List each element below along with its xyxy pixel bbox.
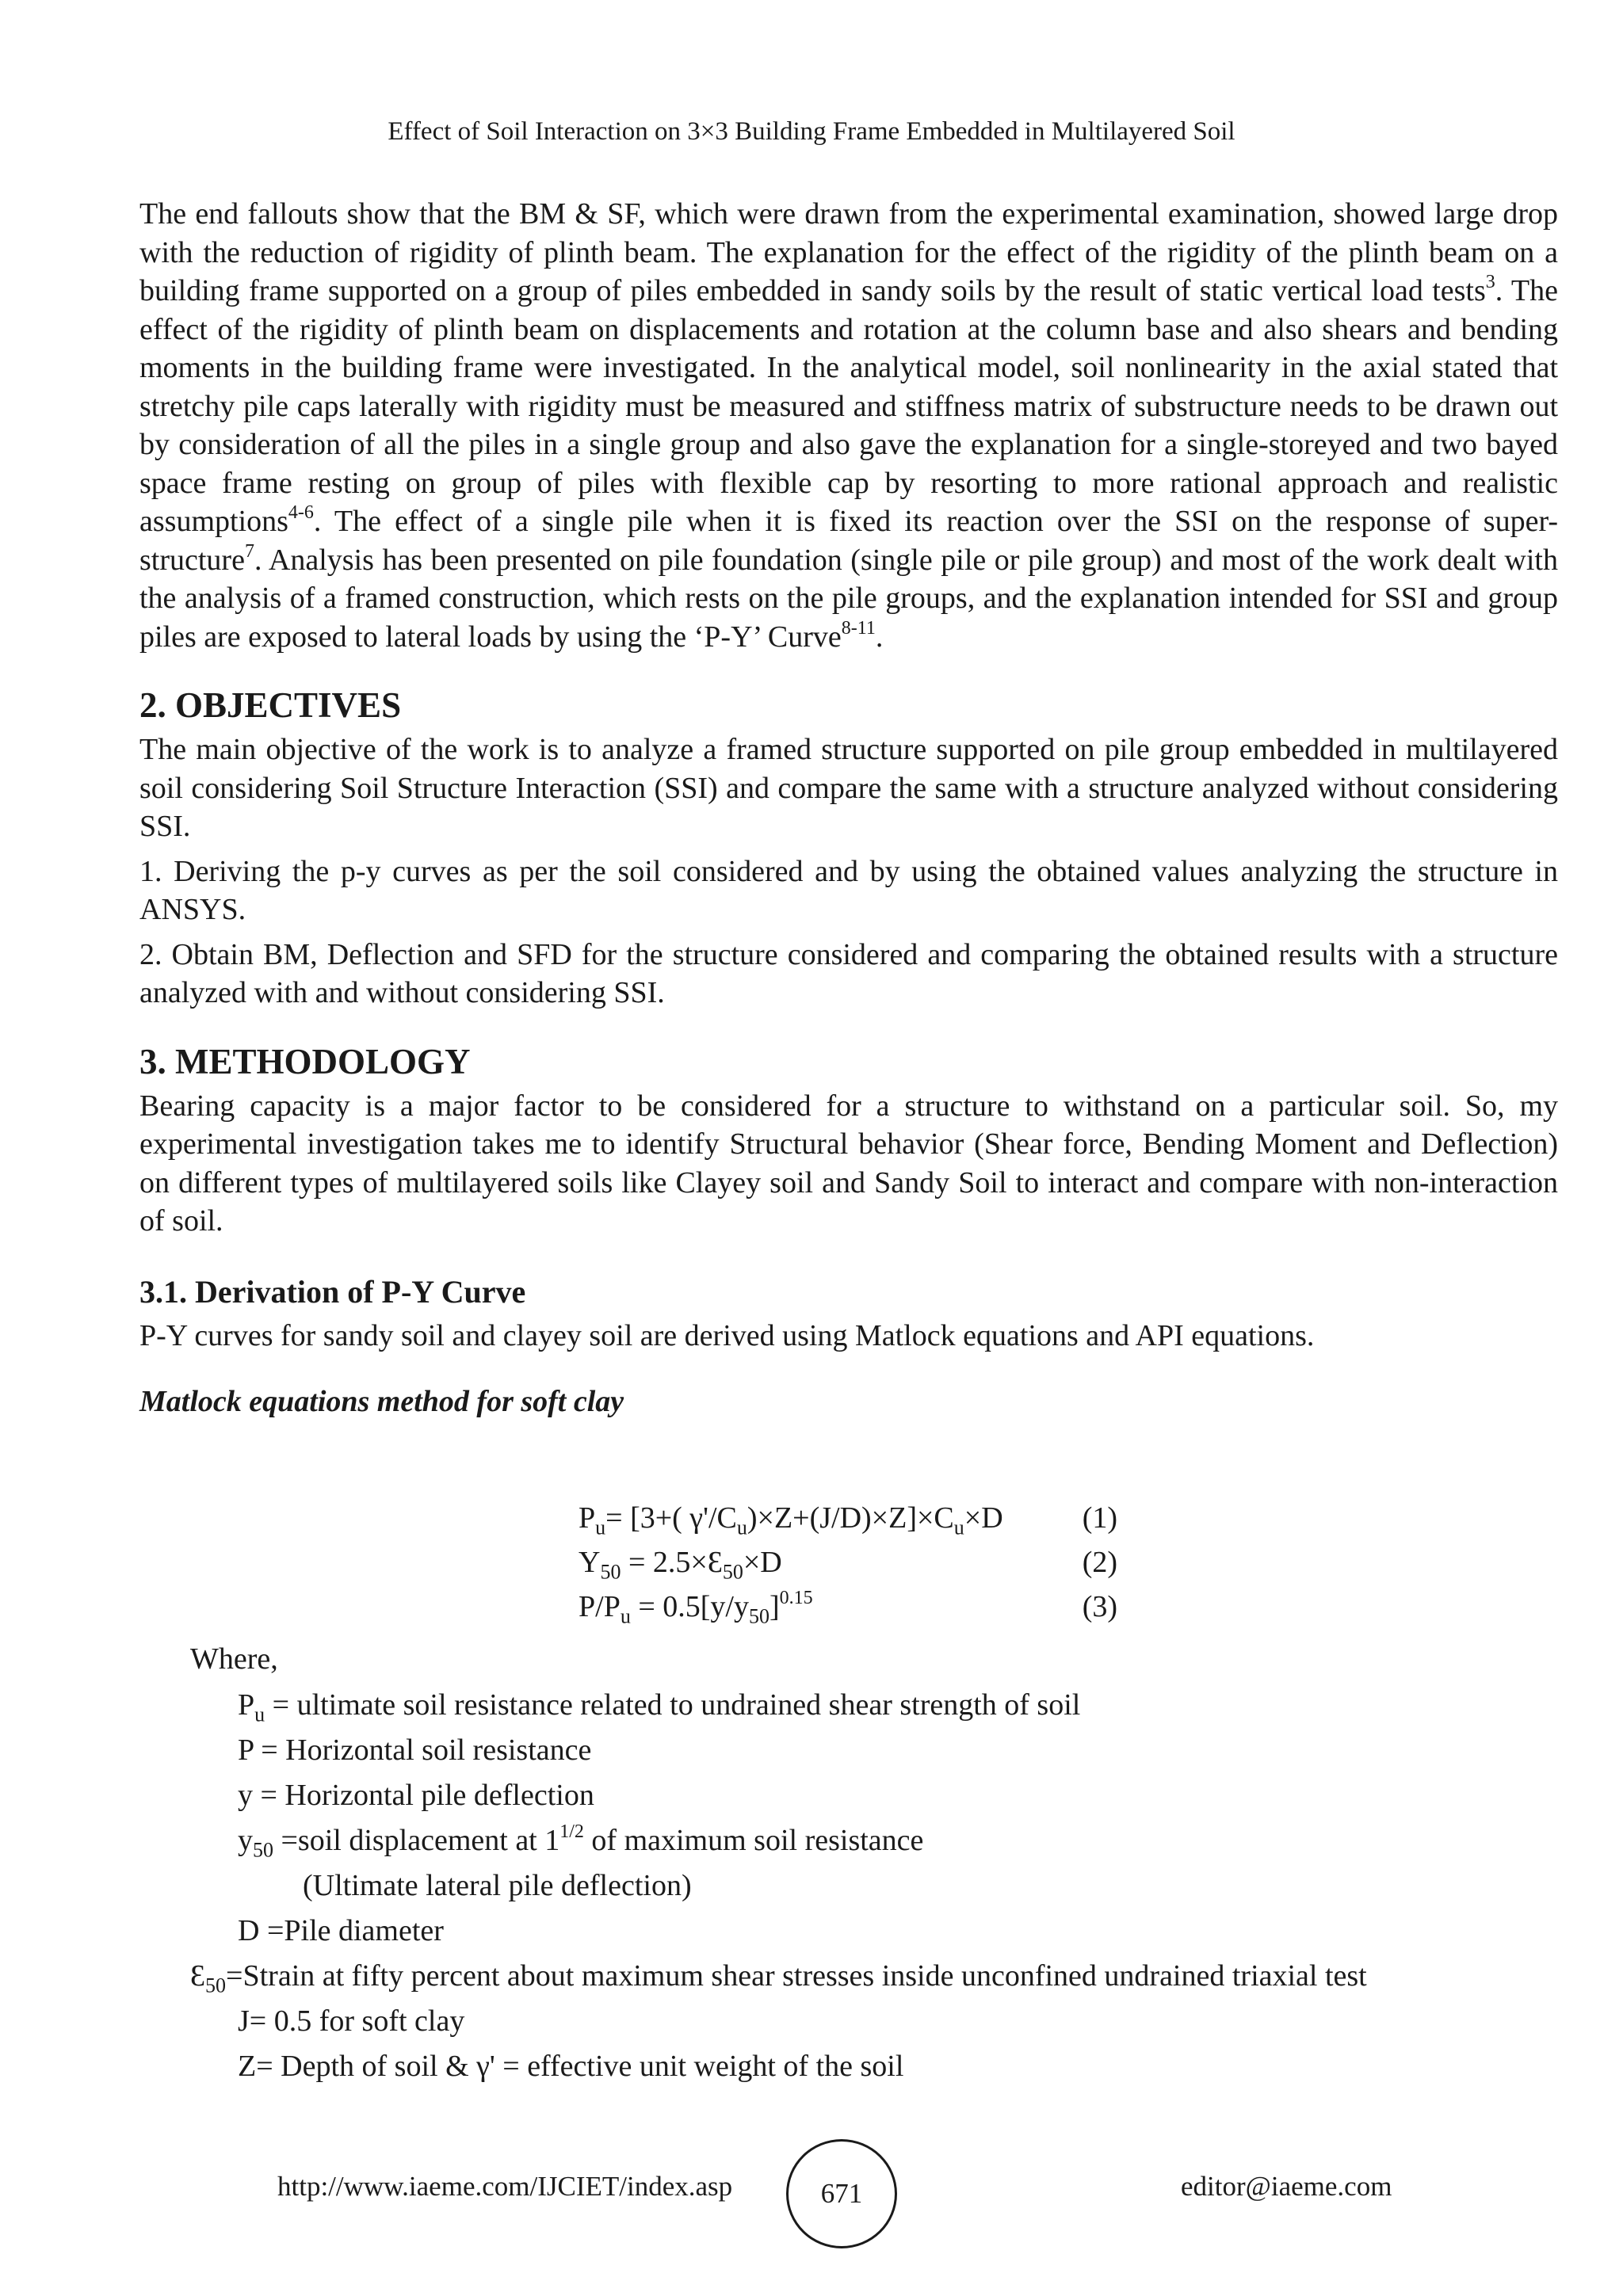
citation-ref: 7 [244,540,254,562]
methodology-paragraph: Bearing capacity is a major factor to be considered for a structure to withstand on a particular soil. So, my experimental investigation takes me to identify Structural behavior (Shear force, Bending Moment and Deflection) on different types of multilayered soils like Clayey soil and Sandy Soil to interact and compare with non-interaction of soil. [139,1089,1558,1238]
objective-item-1: 1. Deriving the p-y curves as per the soil considered and by using the obtained values analyzing the structure in ANSYS. [139,854,1558,926]
matlock-subheading: Matlock equations method for soft clay [139,1385,624,1418]
citation-ref: 8-11 [841,617,876,639]
intro-text-b: . The effect of the rigidity of plinth beam on displacements and rotation at the column base and also shears and bending moments in the building frame were investigated. In the analytical model, soil nonlinearity in the axial stated that stretchy pile caps laterally with rigidity must be measured and stiffness matrix of substructure needs to be drawn out by consideration of all the piles in a single group and also gave the explanation for a single-storeyed and two bayed space frame resting on group of piles with flexible cap by resorting to more rational approach and realistic assumptions [139,274,1558,538]
equation-block [579,1496,1117,1629]
section-heading-objectives: 2. OBJECTIVES [139,685,402,725]
equation-number: (1) [1082,1501,1117,1535]
definition-y50-note: (Ultimate lateral pile deflection) [303,1869,692,1902]
intro-paragraph [139,195,1558,656]
running-header: Effect of Soil Interaction on 3×3 Building Frame Embedded in Multilayered Soil [388,117,1235,146]
definition-pu: $P_u$ = ultimate soil resistance related to undrained shear strength of soil [238,1688,1081,1726]
citation-ref: 3 [1485,272,1495,293]
section-heading-methodology: 3. METHODOLOGY [139,1041,471,1081]
intro-text-d: . Analysis has been presented on pile foundation (single pile or pile group) and most of the work dealt with the analysis of a framed construction, which rests on the pile groups, and the explanation intended for SSI and group piles are exposed to lateral loads by using the ‘P-Y’ Curve [139,543,1558,654]
definition-y: y = Horizontal pile deflection [238,1779,594,1812]
objective-item-2: 2. Obtain BM, Deflection and SFD for the structure considered and comparing the obtained results with a structure analyzed with and without considering SSI. [139,937,1558,1009]
body-content [139,195,1558,1421]
where-label: Where, [190,1642,278,1676]
equation-number: (2) [1082,1546,1117,1579]
subsection-heading-derivation: 3.1. Derivation of P-Y Curve [139,1273,526,1310]
equation-2: $Y_{50}$ = $2.5\times Ɛ_{50}\times D$ (2) [579,1540,1117,1585]
equation-1: $P_u= [3+$( $\gamma'/C_u)\times Z+(J/D)\times Z]\times C_u\times D$ (1) [579,1496,1117,1540]
equation-number: (3) [1082,1590,1117,1623]
objectives-paragraph: The main objective of the work is to analyze a framed structure supported on pile group embedded in multilayered soil considering Soil Structure Interaction (SSI) and compare the same with a structure analyzed without considering SSI. [139,733,1558,843]
intro-text-c: . The effect of a single pile when it is fixed its reaction over the SSI on the response of super-structure [139,505,1558,577]
derivation-paragraph: P-Y curves for sandy soil and clayey soil are derived using Matlock equations and API equations. [139,1318,1315,1352]
definition-p: P = Horizontal soil resistance [238,1733,592,1767]
citation-ref: 4-6 [288,502,314,524]
page-number: 671 [786,2139,897,2248]
definition-d: D =Pile diameter [238,1914,444,1947]
intro-text-a: The end fallouts show that the BM & SF, which were drawn from the experimental examination, showed large drop with the reduction of rigidity of plinth beam. The explanation for the effect of the rigidity of the plinth beam on a building frame supported on a group of piles embedded in sandy soils by the result of static vertical load tests [139,197,1558,307]
definition-e50: $Ɛ_{50}=Strain$ at fifty percent about maximum shear stresses inside unconfined undrained triaxial test [190,1959,1367,1997]
page-footer [0,2139,1623,2250]
definition-j: J= 0.5 for soft clay [238,2004,465,2038]
equation-3: $P/P_u = 0.5[y/y_{50}]^{0.15}$ (3) [579,1585,1117,1629]
footer-email-link[interactable]: editor@iaeme.com [1181,2171,1392,2202]
intro-text-e: . [875,620,884,654]
footer-url-link[interactable]: http://www.iaeme.com/IJCIET/index.asp [277,2171,733,2202]
definition-z: Z= Depth of soil & γ' = effective unit weight of the soil [238,2050,904,2083]
definition-y50: $y_{50}$ =soil displacement at $1^{1/2}$ of maximum soil resistance [238,1821,924,1862]
